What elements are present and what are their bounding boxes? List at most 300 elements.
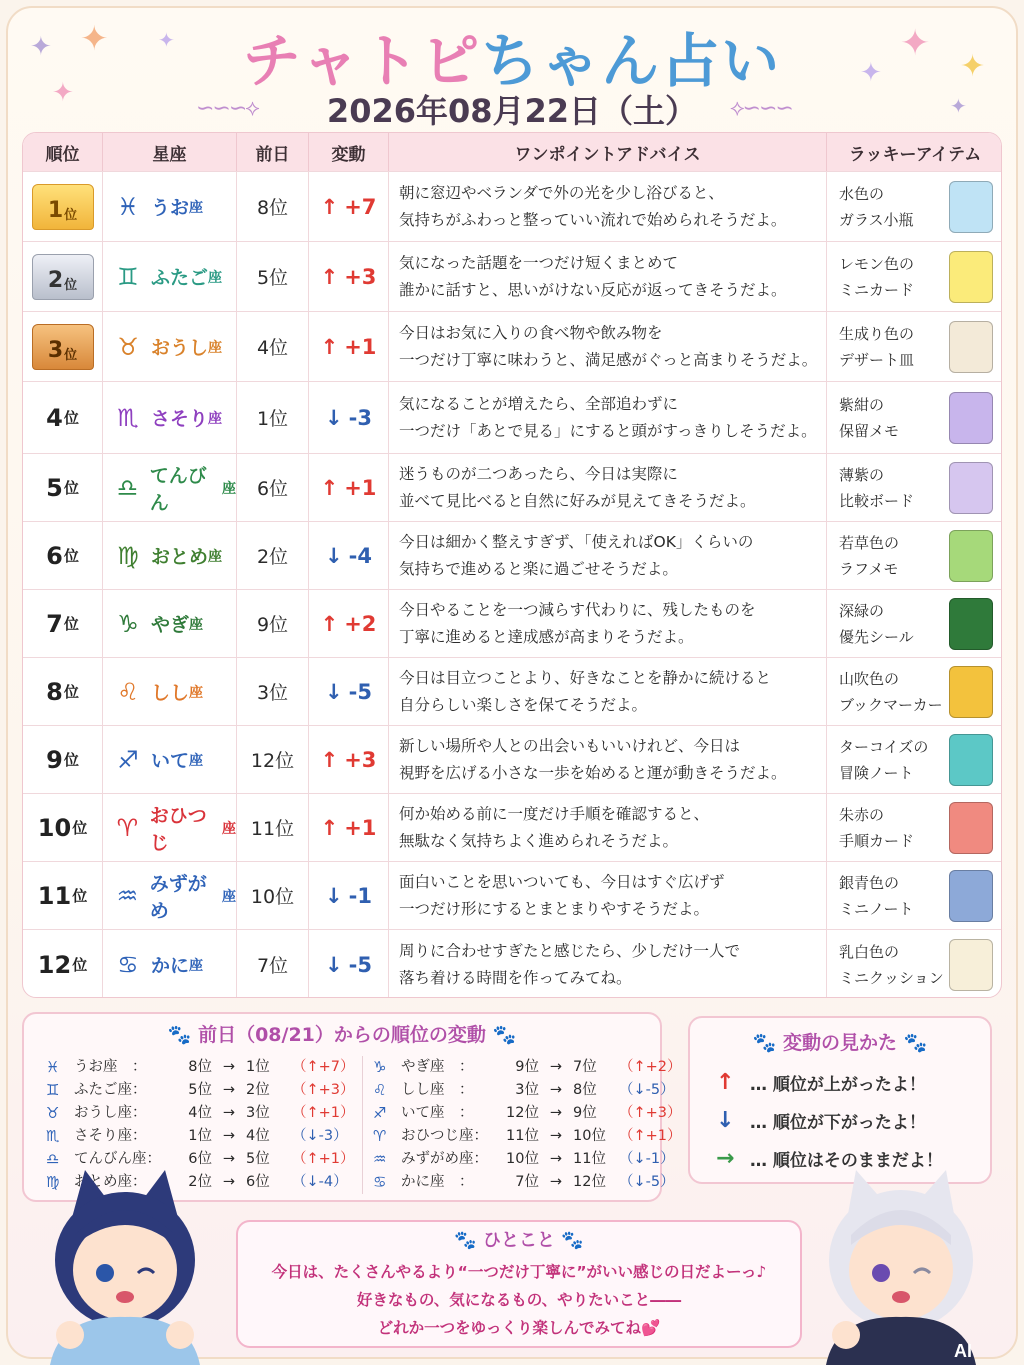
sign-name: さそり bbox=[151, 408, 209, 430]
prev-rank-cell: 12位 bbox=[237, 726, 309, 793]
change-value: -1 bbox=[348, 883, 372, 908]
change-delta: （↓-3） bbox=[292, 1128, 348, 1144]
rank-number: 7 bbox=[46, 609, 63, 638]
change-value: +1 bbox=[344, 475, 377, 500]
zodiac-icon: ♉ bbox=[46, 1104, 60, 1122]
change-from: 6位 bbox=[188, 1151, 212, 1167]
sparkle-icon: ✦ bbox=[900, 23, 931, 64]
change-sign: てんびん座： bbox=[74, 1151, 161, 1167]
rank-cell bbox=[23, 794, 103, 861]
arrow-up-icon: ↑ bbox=[320, 194, 339, 219]
sparkle-icon: ✦ bbox=[860, 58, 882, 88]
header-lucky: ラッキーアイテム bbox=[848, 144, 982, 165]
rank-number: 6 bbox=[46, 541, 63, 570]
change-to: 6位 bbox=[246, 1174, 270, 1190]
advice-cell bbox=[389, 794, 827, 861]
rank-cell bbox=[23, 658, 103, 725]
change-list-item bbox=[373, 1056, 682, 1079]
lucky-item-cell bbox=[827, 242, 1002, 311]
change-cell bbox=[309, 930, 389, 998]
table-row bbox=[23, 521, 1002, 589]
advice-line-1: 周りに合わせすぎたと感じたら、少しだけ一人で bbox=[399, 941, 741, 960]
rank-cell bbox=[23, 930, 103, 998]
advice-line-2: 丁寧に進めると達成感が高まりそうだよ。 bbox=[399, 627, 694, 646]
arrow-right-icon: → bbox=[222, 1105, 236, 1121]
prev-rank-cell: 9位 bbox=[237, 590, 309, 657]
lucky-line-2: ブックマーカー bbox=[839, 695, 943, 714]
advice-cell bbox=[389, 242, 827, 311]
arrow-up-icon: ↑ bbox=[320, 815, 339, 840]
sign-name: みずがめ bbox=[149, 872, 207, 922]
zodiac-icon: ♍ bbox=[46, 1173, 60, 1191]
sparkle-icon: ✦ bbox=[52, 78, 74, 108]
change-from: 5位 bbox=[188, 1082, 212, 1098]
change-delta: （↓-1） bbox=[619, 1151, 675, 1167]
zodiac-icon: ♍ bbox=[117, 541, 139, 570]
arrow-right-icon: → bbox=[549, 1105, 563, 1121]
change-value: +3 bbox=[344, 747, 377, 772]
sign-cell bbox=[103, 658, 237, 725]
change-list-item bbox=[373, 1125, 682, 1148]
lucky-line-2: デザート皿 bbox=[839, 350, 915, 369]
sign-cell bbox=[103, 312, 237, 381]
lucky-item-cell bbox=[827, 382, 1002, 453]
rank-unit: 位 bbox=[63, 409, 79, 427]
arrow-down-icon: ↓ bbox=[325, 679, 343, 704]
lucky-line-1: 銀青色の bbox=[839, 873, 900, 892]
change-value: +7 bbox=[344, 194, 377, 219]
advice-cell bbox=[389, 454, 827, 521]
sign-suffix: 座 bbox=[208, 339, 223, 356]
zodiac-icon: ♈ bbox=[373, 1127, 387, 1145]
change-sign: おうし座： bbox=[74, 1105, 147, 1121]
hoodie-text: AI bbox=[954, 1341, 972, 1361]
change-from: 8位 bbox=[188, 1059, 212, 1075]
comment-line-3: どれか一つをゆっくり楽しんでみてね💕 bbox=[377, 1319, 661, 1337]
lucky-line-1: 若草色の bbox=[839, 533, 900, 552]
lucky-line-2: ミニカード bbox=[839, 280, 915, 299]
lucky-item-icon bbox=[949, 392, 993, 444]
advice-line-1: 今日やることを一つ減らす代わりに、残したものを bbox=[399, 600, 756, 619]
change-value: +3 bbox=[344, 264, 377, 289]
change-delta: （↓-5） bbox=[619, 1174, 675, 1190]
legend-arrow-icon: ↑ bbox=[716, 1070, 735, 1095]
zodiac-icon: ♑ bbox=[117, 609, 139, 638]
header-prev: 前日 bbox=[237, 133, 309, 171]
change-value: -3 bbox=[348, 405, 372, 430]
rank-unit: 位 bbox=[72, 956, 88, 974]
change-cell bbox=[309, 312, 389, 381]
change-delta: （↓-5） bbox=[619, 1082, 675, 1098]
advice-line-2: 並べて見比べると自然に好みが見えてきそうだよ。 bbox=[399, 491, 756, 510]
title-part2: ちゃん占い bbox=[481, 27, 782, 95]
mascot-blue-cat-girl bbox=[30, 1165, 220, 1365]
sign-name: おひつじ bbox=[149, 804, 207, 854]
sign-name: おうし bbox=[151, 337, 209, 359]
table-row bbox=[23, 171, 1002, 241]
sign-suffix: 座 bbox=[208, 269, 223, 286]
change-cell bbox=[309, 454, 389, 521]
advice-line-1: 何か始める前に一度だけ手順を確認すると、 bbox=[399, 804, 710, 823]
change-delta: （↑+3） bbox=[292, 1082, 355, 1098]
arrow-up-icon: ↑ bbox=[320, 334, 339, 359]
change-delta: （↑+1） bbox=[619, 1128, 682, 1144]
sign-suffix: 座 bbox=[208, 548, 223, 565]
change-cell bbox=[309, 794, 389, 861]
sign-cell bbox=[103, 172, 237, 241]
paw-icon: 🐾 bbox=[167, 1024, 192, 1046]
paw-icon: 🐾 bbox=[454, 1230, 477, 1251]
comment-title bbox=[238, 1226, 800, 1252]
change-from: 4位 bbox=[188, 1105, 212, 1121]
zodiac-icon: ♏ bbox=[46, 1127, 60, 1145]
crown-icon bbox=[32, 324, 94, 370]
legend-title-text: 変動の見かた bbox=[782, 1032, 897, 1054]
rank-cell bbox=[23, 172, 103, 241]
advice-line-2: 誰かに話すと、思いがけない反応が返ってきそうだよ。 bbox=[399, 280, 787, 299]
table-row bbox=[23, 725, 1002, 793]
advice-cell bbox=[389, 590, 827, 657]
lucky-line-1: ターコイズの bbox=[839, 737, 929, 756]
rank-unit: 位 bbox=[64, 277, 78, 293]
paw-icon: 🐾 bbox=[903, 1032, 928, 1054]
legend-item bbox=[716, 1070, 926, 1095]
rank-unit: 位 bbox=[63, 683, 79, 701]
arrow-right-icon: → bbox=[549, 1082, 563, 1098]
advice-cell bbox=[389, 862, 827, 929]
zodiac-icon: ♊ bbox=[46, 1081, 60, 1099]
rank-unit: 位 bbox=[63, 547, 79, 565]
change-from: 10位 bbox=[506, 1151, 539, 1167]
change-sign: かに座 ： bbox=[401, 1174, 474, 1190]
header-rank: 順位 bbox=[23, 133, 103, 171]
rank-unit: 位 bbox=[72, 887, 88, 905]
zodiac-icon: ♒ bbox=[116, 881, 139, 910]
rank-unit: 位 bbox=[63, 751, 79, 769]
lucky-item-cell bbox=[827, 658, 1002, 725]
rank-number: 9 bbox=[46, 745, 63, 774]
arrow-right-icon: → bbox=[222, 1059, 236, 1075]
table-row bbox=[23, 589, 1002, 657]
change-sign: おひつじ座： bbox=[401, 1128, 488, 1144]
arrow-up-icon: ↑ bbox=[320, 611, 339, 636]
sign-suffix: 座 bbox=[222, 888, 236, 905]
lucky-item-icon bbox=[949, 598, 993, 650]
zodiac-icon: ♐ bbox=[117, 745, 139, 774]
sign-name: てんびん bbox=[149, 464, 207, 514]
change-sign: おとめ座： bbox=[74, 1174, 147, 1190]
sign-suffix: 座 bbox=[189, 957, 204, 974]
lucky-item-icon bbox=[949, 181, 993, 233]
advice-line-2: 視野を広げる小さな一歩を始めると運が動きそうだよ。 bbox=[399, 763, 787, 782]
lucky-item-cell bbox=[827, 172, 1002, 241]
change-delta: （↑+1） bbox=[292, 1151, 355, 1167]
change-to: 3位 bbox=[246, 1105, 270, 1121]
change-cell bbox=[309, 658, 389, 725]
sign-cell bbox=[103, 590, 237, 657]
advice-line-2: 一つだけ「あとで見る」にすると頭がすっきりしそうだよ。 bbox=[399, 421, 817, 440]
lucky-line-1: レモン色の bbox=[839, 254, 915, 273]
rank-cell bbox=[23, 312, 103, 381]
advice-line-1: 今日はお気に入りの食べ物や飲み物を bbox=[399, 323, 663, 342]
change-delta: （↑+7） bbox=[292, 1059, 355, 1075]
lucky-item-icon bbox=[949, 734, 993, 786]
zodiac-icon: ♎ bbox=[46, 1150, 60, 1168]
sign-cell bbox=[103, 522, 237, 589]
lucky-item-icon bbox=[949, 251, 993, 303]
advice-cell bbox=[389, 930, 827, 998]
rank-unit: 位 bbox=[72, 819, 88, 837]
legend-arrow-icon: → bbox=[716, 1146, 735, 1171]
sparkle-icon: ✦ bbox=[30, 32, 52, 62]
change-to: 12位 bbox=[573, 1174, 606, 1190]
lucky-item-cell bbox=[827, 590, 1002, 657]
rank-unit: 位 bbox=[63, 615, 79, 633]
lucky-line-2: ミニクッション bbox=[839, 968, 944, 987]
change-list-item bbox=[46, 1102, 355, 1125]
change-value: -5 bbox=[348, 952, 372, 977]
sign-suffix: 座 bbox=[189, 684, 204, 701]
arrow-down-icon: ↓ bbox=[325, 543, 343, 568]
change-sign: うお座 ： bbox=[74, 1059, 147, 1075]
advice-line-1: 面白いことを思いついても、今日はすぐ広げず bbox=[399, 872, 725, 891]
change-list-item bbox=[46, 1056, 355, 1079]
arrow-right-icon: → bbox=[549, 1151, 563, 1167]
sign-name: やぎ bbox=[151, 614, 190, 636]
sign-name: うお bbox=[151, 197, 190, 219]
legend-item bbox=[716, 1108, 926, 1133]
header-sign: 星座 bbox=[103, 133, 237, 171]
arrow-right-icon: → bbox=[549, 1174, 563, 1190]
ranking-table bbox=[22, 132, 1002, 998]
zodiac-icon: ♌ bbox=[373, 1081, 387, 1099]
legend-arrow-icon: ↓ bbox=[716, 1108, 735, 1133]
table-row bbox=[23, 793, 1002, 861]
sign-name: ふたご bbox=[151, 267, 209, 289]
advice-cell bbox=[389, 312, 827, 381]
rank-number: 2 bbox=[47, 267, 64, 293]
sign-cell bbox=[103, 862, 237, 929]
zodiac-icon: ♋ bbox=[117, 950, 139, 979]
zodiac-icon: ♌ bbox=[117, 677, 139, 706]
lucky-line-2: 優先シール bbox=[839, 627, 914, 646]
sign-suffix: 座 bbox=[189, 752, 204, 769]
date-heading: 2026年08月22日（土） bbox=[326, 92, 698, 130]
sign-cell bbox=[103, 726, 237, 793]
change-list-item bbox=[46, 1079, 355, 1102]
sign-suffix: 座 bbox=[208, 410, 223, 427]
table-header bbox=[23, 133, 1002, 171]
lucky-line-2: ラフメモ bbox=[839, 559, 899, 578]
change-to: 2位 bbox=[246, 1082, 270, 1098]
change-cell bbox=[309, 382, 389, 453]
arrow-down-icon: ↓ bbox=[325, 952, 343, 977]
lucky-line-1: 山吹色の bbox=[839, 669, 900, 688]
table-row bbox=[23, 861, 1002, 929]
change-from: 12位 bbox=[506, 1105, 539, 1121]
change-to: 9位 bbox=[573, 1105, 597, 1121]
change-delta: （↑+1） bbox=[292, 1105, 355, 1121]
lucky-item-cell bbox=[827, 454, 1002, 521]
change-from: 2位 bbox=[188, 1174, 212, 1190]
advice-line-2: 一つだけ丁寧に味わうと、満足感がぐっと高まりそうだよ。 bbox=[399, 350, 818, 369]
rank-cell bbox=[23, 726, 103, 793]
arrow-down-icon: ↓ bbox=[325, 405, 343, 430]
lucky-line-1: 薄紫の bbox=[839, 465, 885, 484]
lucky-item-icon bbox=[949, 462, 993, 514]
zodiac-icon: ♋ bbox=[373, 1173, 387, 1191]
change-from: 9位 bbox=[515, 1059, 539, 1075]
rank-number: 11 bbox=[37, 881, 72, 910]
advice-cell bbox=[389, 522, 827, 589]
legend-title bbox=[690, 1028, 990, 1055]
lucky-line-1: 深緑の bbox=[839, 601, 885, 620]
rank-number: 4 bbox=[46, 403, 63, 432]
comment-box bbox=[236, 1220, 802, 1348]
zodiac-icon: ♎ bbox=[116, 473, 139, 502]
prev-rank-cell: 6位 bbox=[237, 454, 309, 521]
arrow-right-icon: → bbox=[222, 1128, 236, 1144]
flourish-left: ∽∽∽⟡ bbox=[196, 96, 258, 121]
prev-rank-cell: 4位 bbox=[237, 312, 309, 381]
rank-unit: 位 bbox=[63, 479, 79, 497]
advice-line-1: 今日は細かく整えすぎず、「使えればOK」くらいの bbox=[399, 532, 754, 551]
prev-rank-cell: 5位 bbox=[237, 242, 309, 311]
prev-rank-cell: 11位 bbox=[237, 794, 309, 861]
mascot-white-cat-girl bbox=[806, 1165, 996, 1365]
changes-title-text: 前日（08/21）からの順位の変動 bbox=[198, 1024, 486, 1046]
lucky-line-2: ガラス小瓶 bbox=[839, 210, 914, 229]
crown-icon bbox=[32, 254, 94, 300]
table-row bbox=[23, 929, 1002, 998]
sparkle-icon: ✦ bbox=[960, 49, 986, 84]
lucky-item-cell bbox=[827, 862, 1002, 929]
rank-number: 10 bbox=[37, 813, 72, 842]
rank-unit: 位 bbox=[64, 347, 78, 363]
change-to: 10位 bbox=[573, 1128, 606, 1144]
change-cell bbox=[309, 242, 389, 311]
rank-number: 8 bbox=[46, 677, 63, 706]
lucky-line-2: 冒険ノート bbox=[839, 763, 914, 782]
advice-cell bbox=[389, 726, 827, 793]
changes-list-right bbox=[362, 1056, 682, 1194]
lucky-item-icon bbox=[949, 666, 993, 718]
zodiac-icon: ♑ bbox=[373, 1058, 387, 1076]
arrow-right-icon: → bbox=[222, 1082, 236, 1098]
sign-cell bbox=[103, 930, 237, 998]
sign-name: いて bbox=[151, 750, 190, 772]
prev-rank-cell: 7位 bbox=[237, 930, 309, 998]
change-delta: （↑+3） bbox=[619, 1105, 682, 1121]
change-value: +1 bbox=[344, 815, 377, 840]
change-from: 1位 bbox=[188, 1128, 212, 1144]
advice-line-1: 気になることが増えたら、全部追わずに bbox=[399, 394, 679, 413]
arrow-right-icon: → bbox=[549, 1059, 563, 1075]
lucky-item-cell bbox=[827, 930, 1002, 998]
change-sign: いて座 ： bbox=[401, 1105, 474, 1121]
change-list-item bbox=[373, 1171, 682, 1194]
prev-rank-cell: 2位 bbox=[237, 522, 309, 589]
legend-text: … 順位はそのままだよ！ bbox=[750, 1151, 943, 1171]
prev-rank-cell: 8位 bbox=[237, 172, 309, 241]
sign-name: かに bbox=[151, 955, 190, 977]
rank-number: 1 bbox=[47, 197, 64, 223]
advice-line-2: 無駄なく気持ちよく進められそうだよ。 bbox=[399, 831, 679, 850]
change-delta: （↓-4） bbox=[292, 1174, 348, 1190]
zodiac-icon: ♐ bbox=[373, 1104, 387, 1122]
lucky-item-cell bbox=[827, 726, 1002, 793]
sign-suffix: 座 bbox=[189, 616, 204, 633]
arrow-down-icon: ↓ bbox=[325, 883, 343, 908]
arrow-up-icon: ↑ bbox=[320, 264, 339, 289]
change-from: 11位 bbox=[506, 1128, 539, 1144]
change-to: 5位 bbox=[246, 1151, 270, 1167]
change-value: -4 bbox=[348, 543, 372, 568]
change-to: 7位 bbox=[573, 1059, 597, 1075]
lucky-line-1: 生成り色の bbox=[839, 324, 915, 343]
zodiac-icon: ♏ bbox=[117, 403, 139, 432]
change-to: 11位 bbox=[573, 1151, 606, 1167]
table-row bbox=[23, 311, 1002, 381]
lucky-item-icon bbox=[949, 870, 993, 922]
rank-cell bbox=[23, 454, 103, 521]
advice-line-2: 気持ちで進めると楽に過ごせそうだよ。 bbox=[399, 559, 678, 578]
comment-line-2: 好きなもの、気になるもの、やりたいこと―― bbox=[356, 1291, 682, 1309]
rank-number: 12 bbox=[37, 950, 72, 979]
zodiac-icon: ♈ bbox=[116, 813, 139, 842]
paw-icon: 🐾 bbox=[492, 1024, 517, 1046]
prev-rank-cell: 1位 bbox=[237, 382, 309, 453]
advice-line-2: 自分らしい楽しさを保てそうだよ。 bbox=[399, 695, 648, 714]
sign-cell bbox=[103, 454, 237, 521]
advice-cell bbox=[389, 658, 827, 725]
zodiac-icon: ♓ bbox=[117, 192, 139, 221]
sparkle-icon: ✦ bbox=[950, 94, 967, 118]
comment-line-1: 今日は、たくさんやるより“一つだけ丁寧に”がいい感じの日だよーっ♪ bbox=[271, 1263, 767, 1281]
advice-line-1: 今日は目立つことより、好きなことを静かに続けると bbox=[399, 668, 772, 687]
sparkle-icon: ✦ bbox=[80, 19, 109, 59]
change-cell bbox=[309, 172, 389, 241]
advice-line-1: 迷うものが二つあったら、今日は実際に bbox=[399, 464, 678, 483]
zodiac-icon: ♒ bbox=[373, 1150, 387, 1168]
sign-cell bbox=[103, 242, 237, 311]
sparkle-icon: ✦ bbox=[158, 28, 175, 52]
flourish-right: ⟡∽∽∽ bbox=[730, 96, 792, 121]
lucky-item-icon bbox=[949, 802, 993, 854]
change-sign: さそり座： bbox=[74, 1128, 147, 1144]
lucky-item-icon bbox=[949, 939, 993, 991]
lucky-item-cell bbox=[827, 794, 1002, 861]
paw-icon: 🐾 bbox=[752, 1032, 777, 1054]
rank-cell bbox=[23, 242, 103, 311]
sign-cell bbox=[103, 382, 237, 453]
arrow-right-icon: → bbox=[222, 1174, 236, 1190]
arrow-up-icon: ↑ bbox=[320, 747, 339, 772]
legend-text: … 順位が上がったよ！ bbox=[750, 1075, 926, 1095]
change-list-item bbox=[373, 1148, 682, 1171]
lucky-line-1: 水色の bbox=[839, 184, 885, 203]
advice-line-1: 朝に窓辺やベランダで外の光を少し浴びると、 bbox=[399, 183, 724, 202]
change-list-item bbox=[373, 1102, 682, 1125]
header-advice: ワンポイントアドバイス bbox=[389, 133, 827, 171]
change-value: -5 bbox=[348, 679, 372, 704]
change-sign: みずがめ座： bbox=[401, 1151, 488, 1167]
legend-text: … 順位が下がったよ！ bbox=[750, 1113, 926, 1133]
advice-line-2: 気持ちがふわっと整っていい流れで始められそうだよ。 bbox=[399, 210, 787, 229]
change-value: +1 bbox=[344, 334, 377, 359]
rank-cell bbox=[23, 862, 103, 929]
lucky-item-cell bbox=[827, 522, 1002, 589]
